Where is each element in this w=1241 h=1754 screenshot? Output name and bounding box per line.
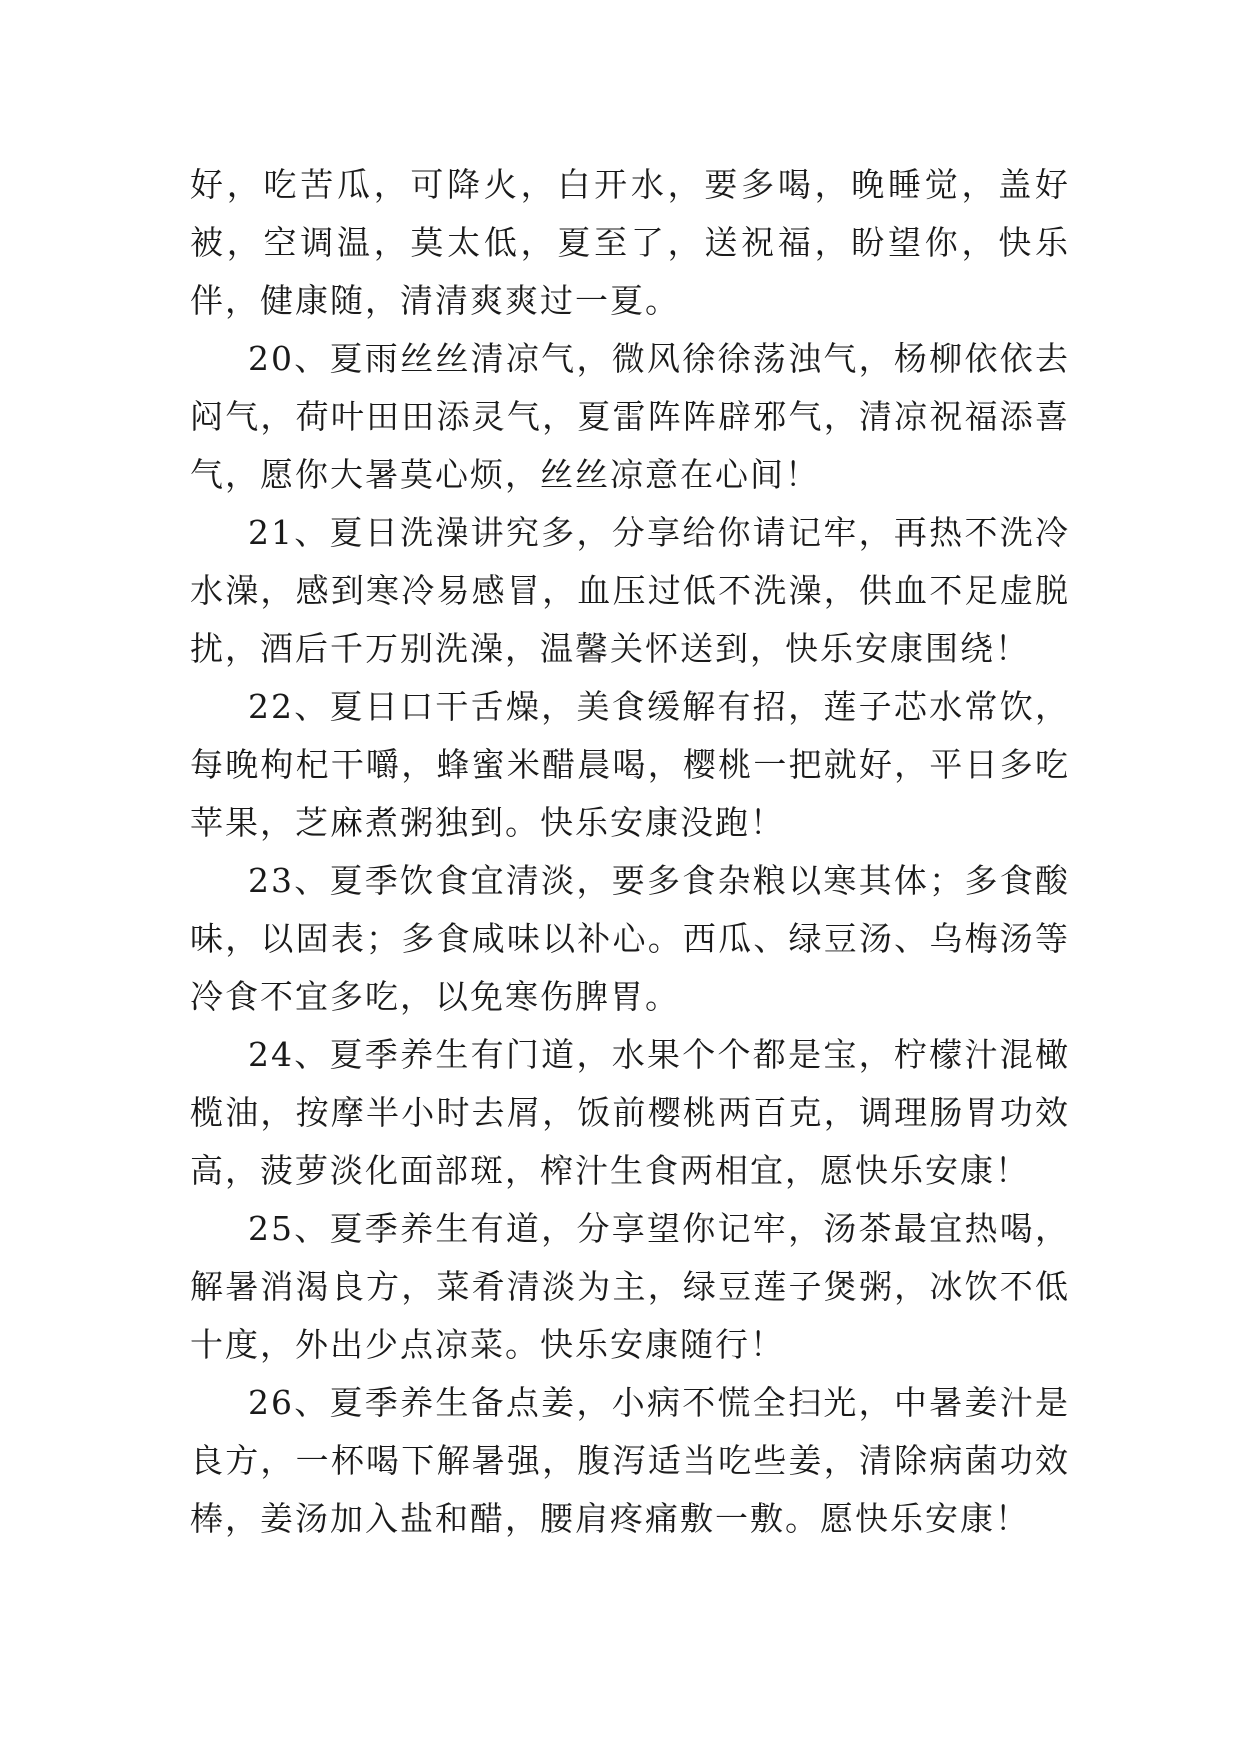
paragraph-22: 22、夏日口干舌燥，美食缓解有招，莲子芯水常饮，每晚枸杞干嚼，蜂蜜米醋晨喝，樱桃一把就好，平日多吃苹果，芝麻煮粥独到。快乐安康没跑！: [190, 687, 1070, 842]
paragraph-19-continued: 好，吃苦瓜，可降火，白开水，要多喝，晚睡觉，盖好被，空调温，莫太低，夏至了，送祝福，盼望你，快乐伴，健康随，清清爽爽过一夏。: [190, 165, 1070, 320]
paragraph-20: 20、夏雨丝丝清凉气，微风徐徐荡浊气，杨柳依依去闷气，荷叶田田添灵气，夏雷阵阵辟邪气，清凉祝福添喜气，愿你大暑莫心烦，丝丝凉意在心间！: [190, 339, 1070, 494]
paragraph-26: 26、夏季养生备点姜，小病不慌全扫光，中暑姜汁是良方，一杯喝下解暑强，腹泻适当吃些姜，清除病菌功效棒，姜汤加入盐和醋，腰肩疼痛敷一敷。愿快乐安康！: [190, 1383, 1070, 1538]
paragraph-24: 24、夏季养生有门道，水果个个都是宝，柠檬汁混橄榄油，按摩半小时去屑，饭前樱桃两百克，调理肠胃功效高，菠萝淡化面部斑，榨汁生食两相宜，愿快乐安康！: [190, 1035, 1070, 1190]
paragraph-21: 21、夏日洗澡讲究多，分享给你请记牢，再热不洗冷水澡，感到寒冷易感冒，血压过低不洗澡，供血不足虚脱扰，酒后千万别洗澡，温馨关怀送到，快乐安康围绕！: [190, 513, 1070, 668]
paragraph-23: 23、夏季饮食宜清淡，要多食杂粮以寒其体；多食酸味，以固表；多食咸味以补心。西瓜、绿豆汤、乌梅汤等冷食不宜多吃，以免寒伤脾胃。: [190, 861, 1070, 1016]
paragraph-25: 25、夏季养生有道，分享望你记牢，汤茶最宜热喝，解暑消渴良方，菜肴清淡为主，绿豆莲子煲粥，冰饮不低十度，外出少点凉菜。快乐安康随行！: [190, 1209, 1070, 1364]
document-body: [190, 156, 1070, 1548]
